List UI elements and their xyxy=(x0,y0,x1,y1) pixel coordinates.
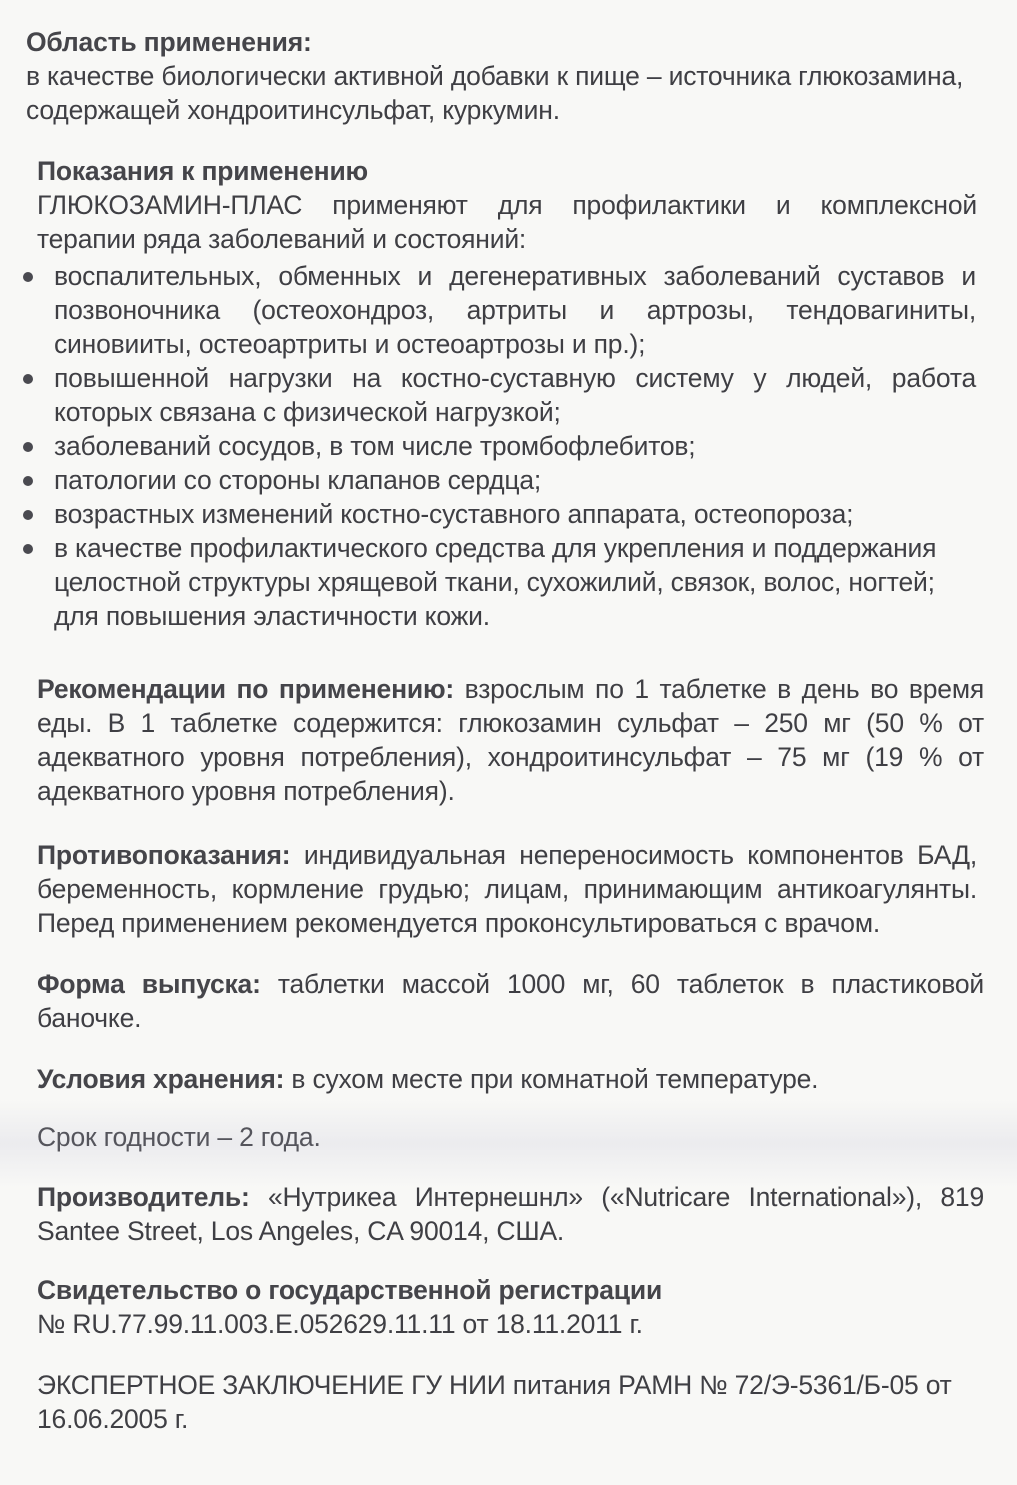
manufacturer-heading: Производитель: xyxy=(37,1182,250,1212)
manufacturer-text: «Нутрикеа Интернешнл» («Nutricare International»), 819 xyxy=(268,1182,985,1212)
list-item xyxy=(54,429,976,463)
registration-heading: Свидетельство о государственной регистрации xyxy=(37,1275,663,1305)
registration-number: № RU.77.99.11.003.E.052629.11.11 от 18.11.2011 г. xyxy=(37,1309,643,1339)
bullet-icon xyxy=(23,442,33,452)
bullet-icon xyxy=(23,544,33,554)
form-text: таблетки массой 1000 мг, 60 таблеток в пластиковой xyxy=(277,969,984,999)
registration-section xyxy=(37,1273,977,1341)
manufacturer-line-1 xyxy=(37,1180,984,1214)
recommendations-line-2: еды. В 1 таблетке содержится: глюкозамин сульфат – 250 мг (50 % от xyxy=(37,708,984,738)
storage-line xyxy=(37,1062,977,1096)
list-item-line: повышенной нагрузки на костно-суставную систему у людей, работа xyxy=(54,363,976,393)
list-item-line: заболеваний сосудов, в том числе тромбофлебитов; xyxy=(54,431,696,461)
list-item-line: синовииты, остеоартриты и остеоартрозы и пр.); xyxy=(54,329,646,359)
indications-intro-line-2: терапии ряда заболеваний и состояний: xyxy=(37,224,527,254)
list-item xyxy=(54,259,976,361)
bullet-icon xyxy=(23,510,33,520)
area-text-line-2: содержащей хондроитинсульфат, куркумин. xyxy=(26,95,560,125)
area-section xyxy=(26,25,986,127)
list-item xyxy=(54,361,976,429)
area-heading: Область применения: xyxy=(26,27,312,57)
contraindications-text: индивидуальная непереносимость компонентов БАД, xyxy=(303,840,977,870)
form-line-1 xyxy=(37,967,984,1001)
list-item xyxy=(54,497,976,531)
list-item-line: патологии со стороны клапанов сердца; xyxy=(54,465,542,495)
contraindications-heading: Противопоказания: xyxy=(37,840,291,870)
indications-section xyxy=(37,154,977,256)
indications-intro-line-1: ГЛЮКОЗАМИН-ПЛАС применяют для профилактики и комплексной xyxy=(37,190,977,220)
contraindications-line-2: беременность, кормление грудью; лицам, принимающим антикоагулянты. xyxy=(37,874,977,904)
area-text-line-1: в качестве биологически активной добавки к пище – источника глюкозамина, xyxy=(26,61,964,91)
list-item-line: для повышения эластичности кожи. xyxy=(54,601,490,631)
expert-section xyxy=(37,1368,977,1436)
recommendations-text: взрослым по 1 таблетке в день во время xyxy=(464,674,984,704)
contraindications-line-3: Перед применением рекомендуется проконсультироваться с врачом. xyxy=(37,908,881,938)
contraindications-line-1 xyxy=(37,838,977,872)
expert-line-2: 16.06.2005 г. xyxy=(37,1404,189,1434)
recommendations-heading: Рекомендации по применению: xyxy=(37,674,455,704)
recommendations-line-4: адекватного уровня потребления). xyxy=(37,776,455,806)
form-line-2: баночке. xyxy=(37,1003,142,1033)
manufacturer-line-2: Santee Street, Los Angeles, CA 90014, США. xyxy=(37,1216,565,1246)
list-item-line: в качестве профилактического средства для укрепления и поддержания xyxy=(54,533,937,563)
storage-text: в сухом месте при комнатной температуре. xyxy=(291,1064,819,1094)
bullet-icon xyxy=(23,272,33,282)
list-item-line: целостной структуры хрящевой ткани, сухожилий, связок, волос, ногтей; xyxy=(54,567,935,597)
expert-line-1: ЭКСПЕРТНОЕ ЗАКЛЮЧЕНИЕ ГУ НИИ питания РАМН № 72/Э-5361/Б-05 от xyxy=(37,1370,952,1400)
recommendations-line-3: адекватного уровня потребления), хондроитинсульфат – 75 мг (19 % от xyxy=(37,742,984,772)
recommendations-line-1 xyxy=(37,672,984,706)
contraindications-section xyxy=(37,838,977,940)
shelf-life-section xyxy=(37,1120,977,1154)
form-section xyxy=(37,967,984,1035)
recommendations-section xyxy=(37,672,984,808)
storage-heading: Условия хранения: xyxy=(37,1064,285,1094)
indications-heading: Показания к применению xyxy=(37,156,368,186)
list-item-line: возрастных изменений костно-суставного аппарата, остеопороза; xyxy=(54,499,854,529)
indications-list xyxy=(54,259,976,633)
bullet-icon xyxy=(23,476,33,486)
shelf-life-text: Срок годности – 2 года. xyxy=(37,1122,321,1152)
list-item xyxy=(54,463,976,497)
manufacturer-section xyxy=(37,1180,984,1248)
storage-section xyxy=(37,1062,977,1096)
list-item-line: позвоночника (остеохондроз, артриты и артрозы, тендовагиниты, xyxy=(54,295,976,325)
form-heading: Форма выпуска: xyxy=(37,969,261,999)
list-item-line: воспалительных, обменных и дегенеративных заболеваний суставов и xyxy=(54,261,976,291)
list-item xyxy=(54,531,976,633)
list-item-line: которых связана с физической нагрузкой; xyxy=(54,397,561,427)
bullet-icon xyxy=(23,374,33,384)
